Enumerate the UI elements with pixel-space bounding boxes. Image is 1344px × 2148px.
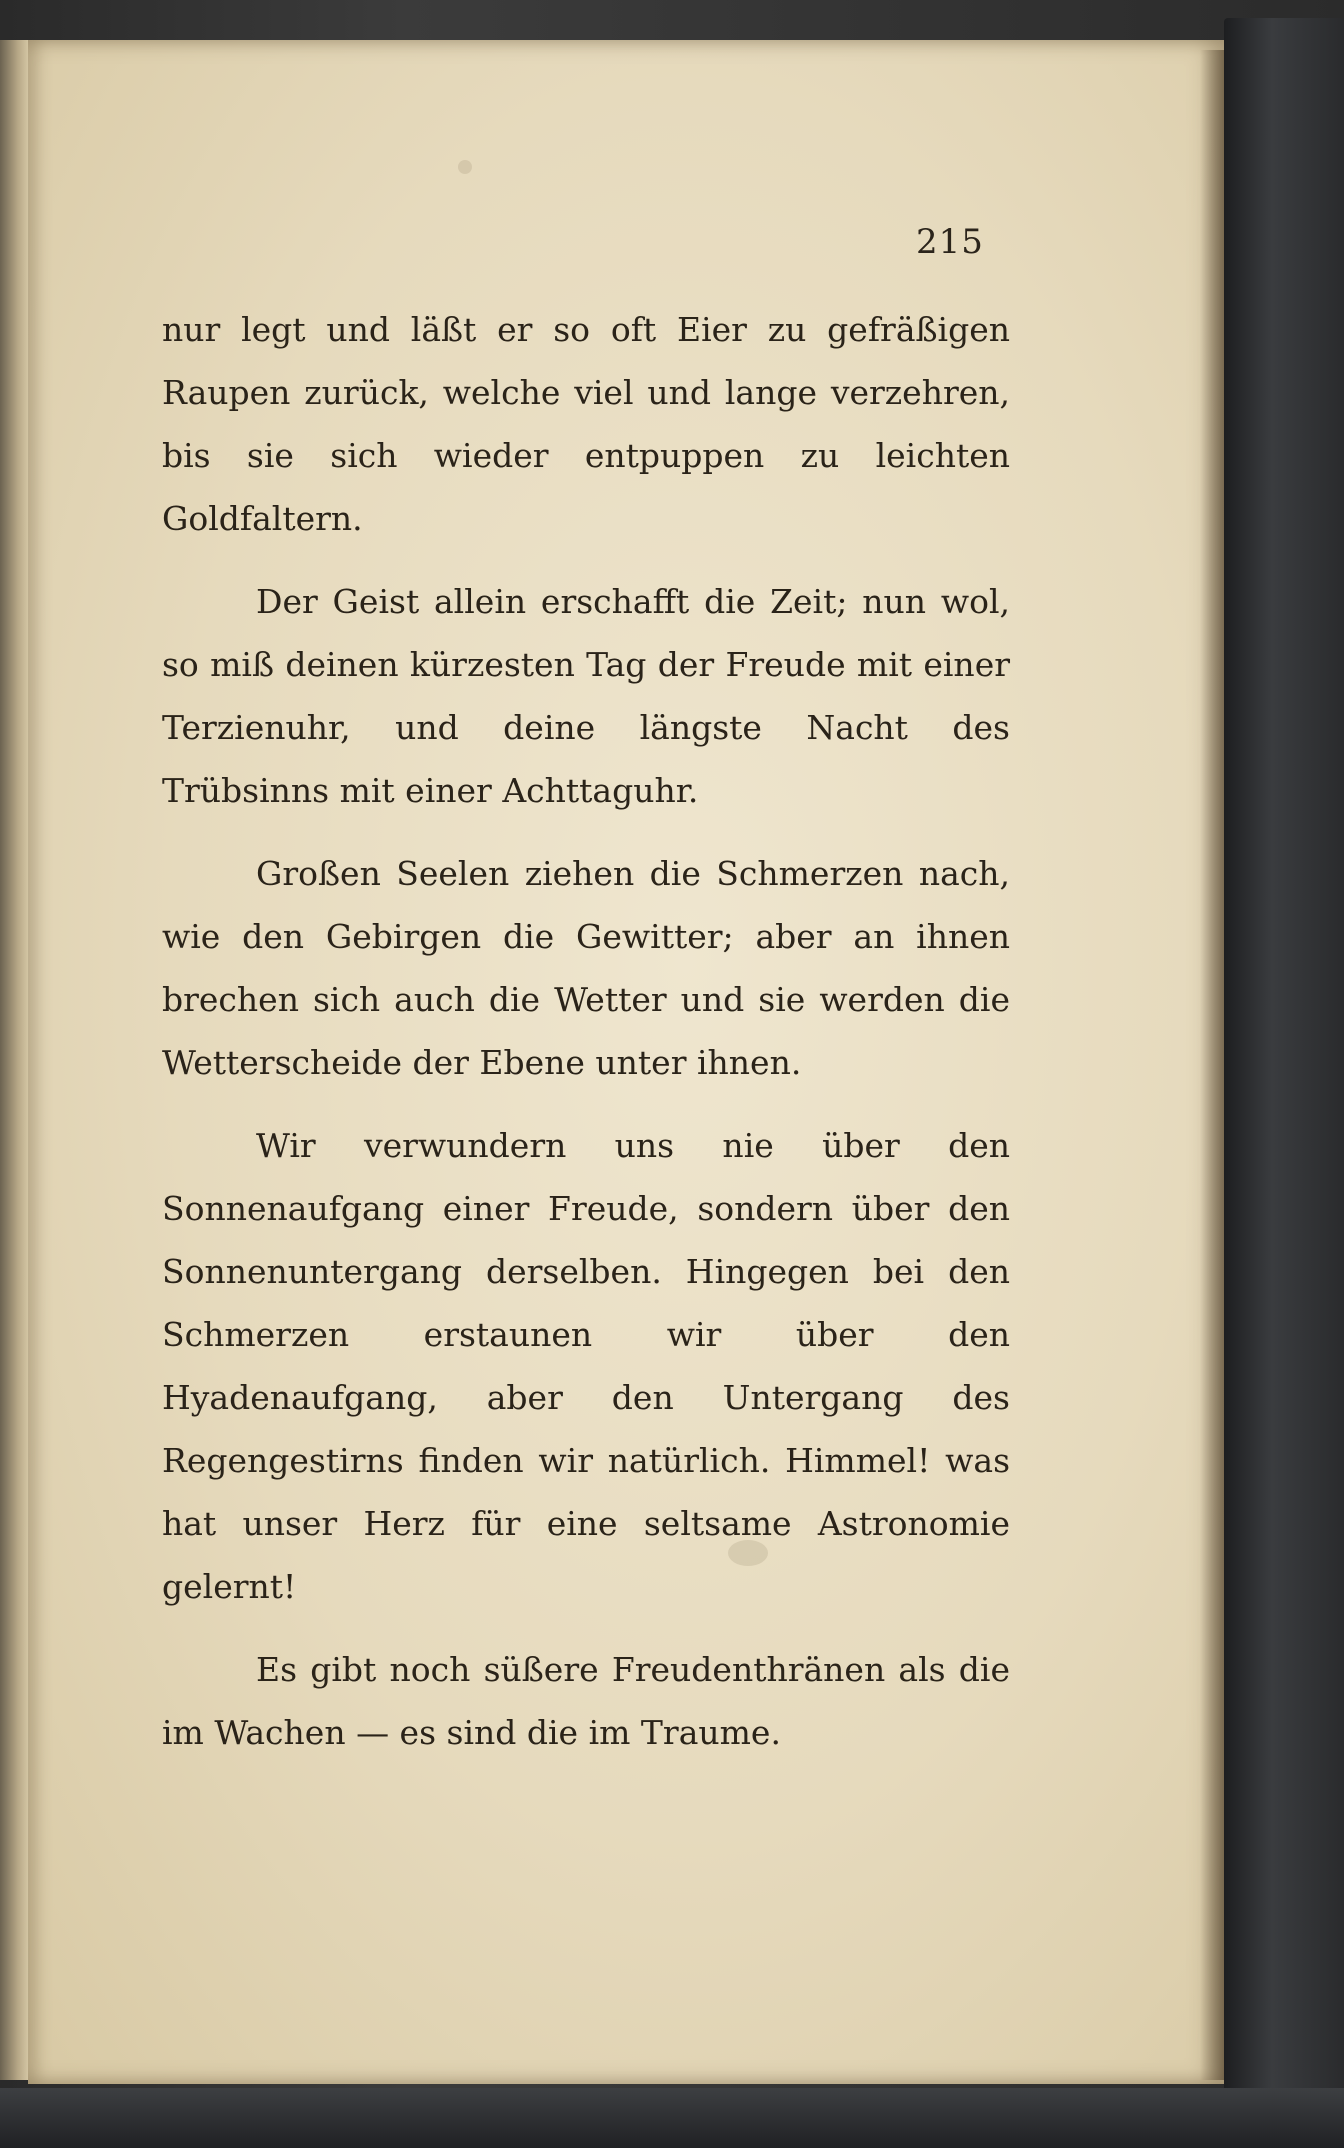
page-number: 215	[916, 222, 984, 262]
body-text	[162, 298, 1010, 1784]
paragraph: Es gibt noch süßere Freudenthränen als die im Wachen — es sind die im Traume.	[162, 1650, 1010, 1752]
book-cover-bottom-edge	[0, 2088, 1344, 2148]
paragraph: nur legt und läßt er so oft Eier zu gefräßigen Raupen zurück, welche viel und lange verzehren, bis sie sich wieder entpuppen zu leichten Goldfaltern.	[162, 310, 1010, 538]
page-stack-left-edge	[0, 40, 30, 2080]
paragraph: Der Geist allein erschafft die Zeit; nun wol, so miß deinen kürzesten Tag der Freude mit einer Terzienuhr, und deine längste Nacht des Trübsinns mit einer Achttaguhr.	[162, 582, 1010, 810]
paper-spot	[458, 160, 472, 174]
paragraph: Großen Seelen ziehen die Schmerzen nach, wie den Gebirgen die Gewitter; aber an ihnen brechen sich auch die Wetter und sie werden die Wetterscheide der Ebene unter ihnen.	[162, 854, 1010, 1082]
book-cover-right-edge	[1224, 18, 1344, 2128]
page-gutter-shadow	[1200, 50, 1224, 2080]
paragraph: Wir verwundern uns nie über den Sonnenaufgang einer Freude, sondern über den Sonnenuntergang derselben. Hingegen bei den Schmerzen erstaunen wir über den Hyadenaufgang, aber den Untergang des Regengestirns finden wir natürlich. Himmel! was hat unser Herz für eine seltsame Astronomie gelernt!	[162, 1126, 1010, 1606]
